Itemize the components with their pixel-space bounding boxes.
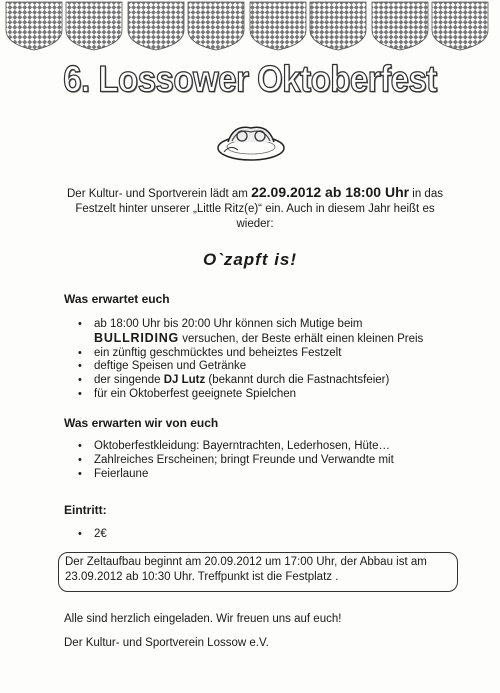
diamond-shield xyxy=(310,2,366,50)
event-date-time: 22.09.2012 ab 18:00 Uhr xyxy=(251,184,410,200)
slogan: O`zapft is! xyxy=(202,250,298,269)
bullet-icon: • xyxy=(78,453,82,466)
diamond-shield xyxy=(188,2,244,50)
sausage-plate-icon xyxy=(214,114,288,164)
item-text: deftige Speisen und Getränke xyxy=(94,360,247,373)
bullet-icon: • xyxy=(78,374,82,387)
item-text: der singende xyxy=(94,374,164,387)
diamond-shield xyxy=(372,2,428,50)
list-item xyxy=(78,360,423,374)
item-text: versuchen, der Beste erhält einen kleinen Preis xyxy=(179,332,424,345)
item-text: Zahlreiches Erscheinen; bringt Freunde und Verwandte mit xyxy=(94,453,394,466)
bullet-icon: • xyxy=(78,346,82,359)
diamond-shield xyxy=(6,2,62,50)
entry-list xyxy=(78,528,107,542)
diamond-shield xyxy=(250,2,306,50)
bullet-icon: • xyxy=(78,440,82,452)
diamond-shield xyxy=(128,2,184,50)
item-text: (bekannt durch die Fastnachtsfeier) xyxy=(205,374,390,387)
intro-text-end: in das Festzelt hinter unserer „Little Ritz(e)“ ein. Auch in diesem Jahr heißt es wieder: xyxy=(75,188,443,230)
item-text: Oktoberfestkleidung: Bayerntrachten, Lederhosen, Hüte… xyxy=(94,440,390,452)
invitation-text: Alle sind herzlich eingeladen. Wir freuen uns auf euch! xyxy=(64,613,342,625)
list-item xyxy=(78,440,394,454)
section-heading-bring: Was erwarten wir von euch xyxy=(64,416,219,430)
section-heading-entry: Eintritt: xyxy=(64,503,107,517)
item-text: ein zünftig geschmücktes und beheiztes Festzelt xyxy=(94,346,342,359)
dj-name: DJ Lutz xyxy=(163,374,206,387)
list-item xyxy=(78,374,423,388)
bavarian-diamond-banner xyxy=(0,0,500,52)
item-text: ab 18:00 Uhr bis 20:00 Uhr können sich Mutige beim xyxy=(94,318,363,330)
setup-notice-box: Der Zeltaufbau beginnt am 20.09.2012 um 17:00 Uhr, der Abbau ist am 23.09.2012 ab 10:30 Uhr. Treffpunkt ist die Festplatz . xyxy=(58,552,458,592)
list-item xyxy=(78,388,423,402)
list-item xyxy=(78,347,423,361)
bullet-icon: • xyxy=(78,387,82,400)
bring-list xyxy=(78,440,394,481)
list-item xyxy=(78,528,107,542)
intro-text-start: Der Kultur- und Sportverein lädt am xyxy=(67,188,252,200)
bullet-icon: • xyxy=(78,360,82,373)
diamond-shield xyxy=(432,2,488,50)
item-text: Feierlaune xyxy=(94,467,149,480)
bullriding-label: BULLRIDING xyxy=(94,330,180,345)
bullet-icon: • xyxy=(78,528,82,540)
signature: Der Kultur- und Sportverein Lossow e.V. xyxy=(64,637,269,649)
expect-list xyxy=(78,318,423,402)
list-item xyxy=(78,468,394,482)
list-item xyxy=(78,318,423,347)
section-heading-expect: Was erwartet euch xyxy=(64,292,170,306)
diamond-shield xyxy=(66,2,122,50)
item-text: für ein Oktoberfest geeignete Spielchen xyxy=(94,387,297,400)
list-item xyxy=(78,454,394,468)
intro-paragraph xyxy=(60,185,450,232)
page-title: 6. Lossower Oktoberfest xyxy=(63,57,437,100)
bullet-icon: • xyxy=(78,467,82,480)
bullet-icon: • xyxy=(78,318,82,330)
entry-price: 2€ xyxy=(94,528,107,540)
